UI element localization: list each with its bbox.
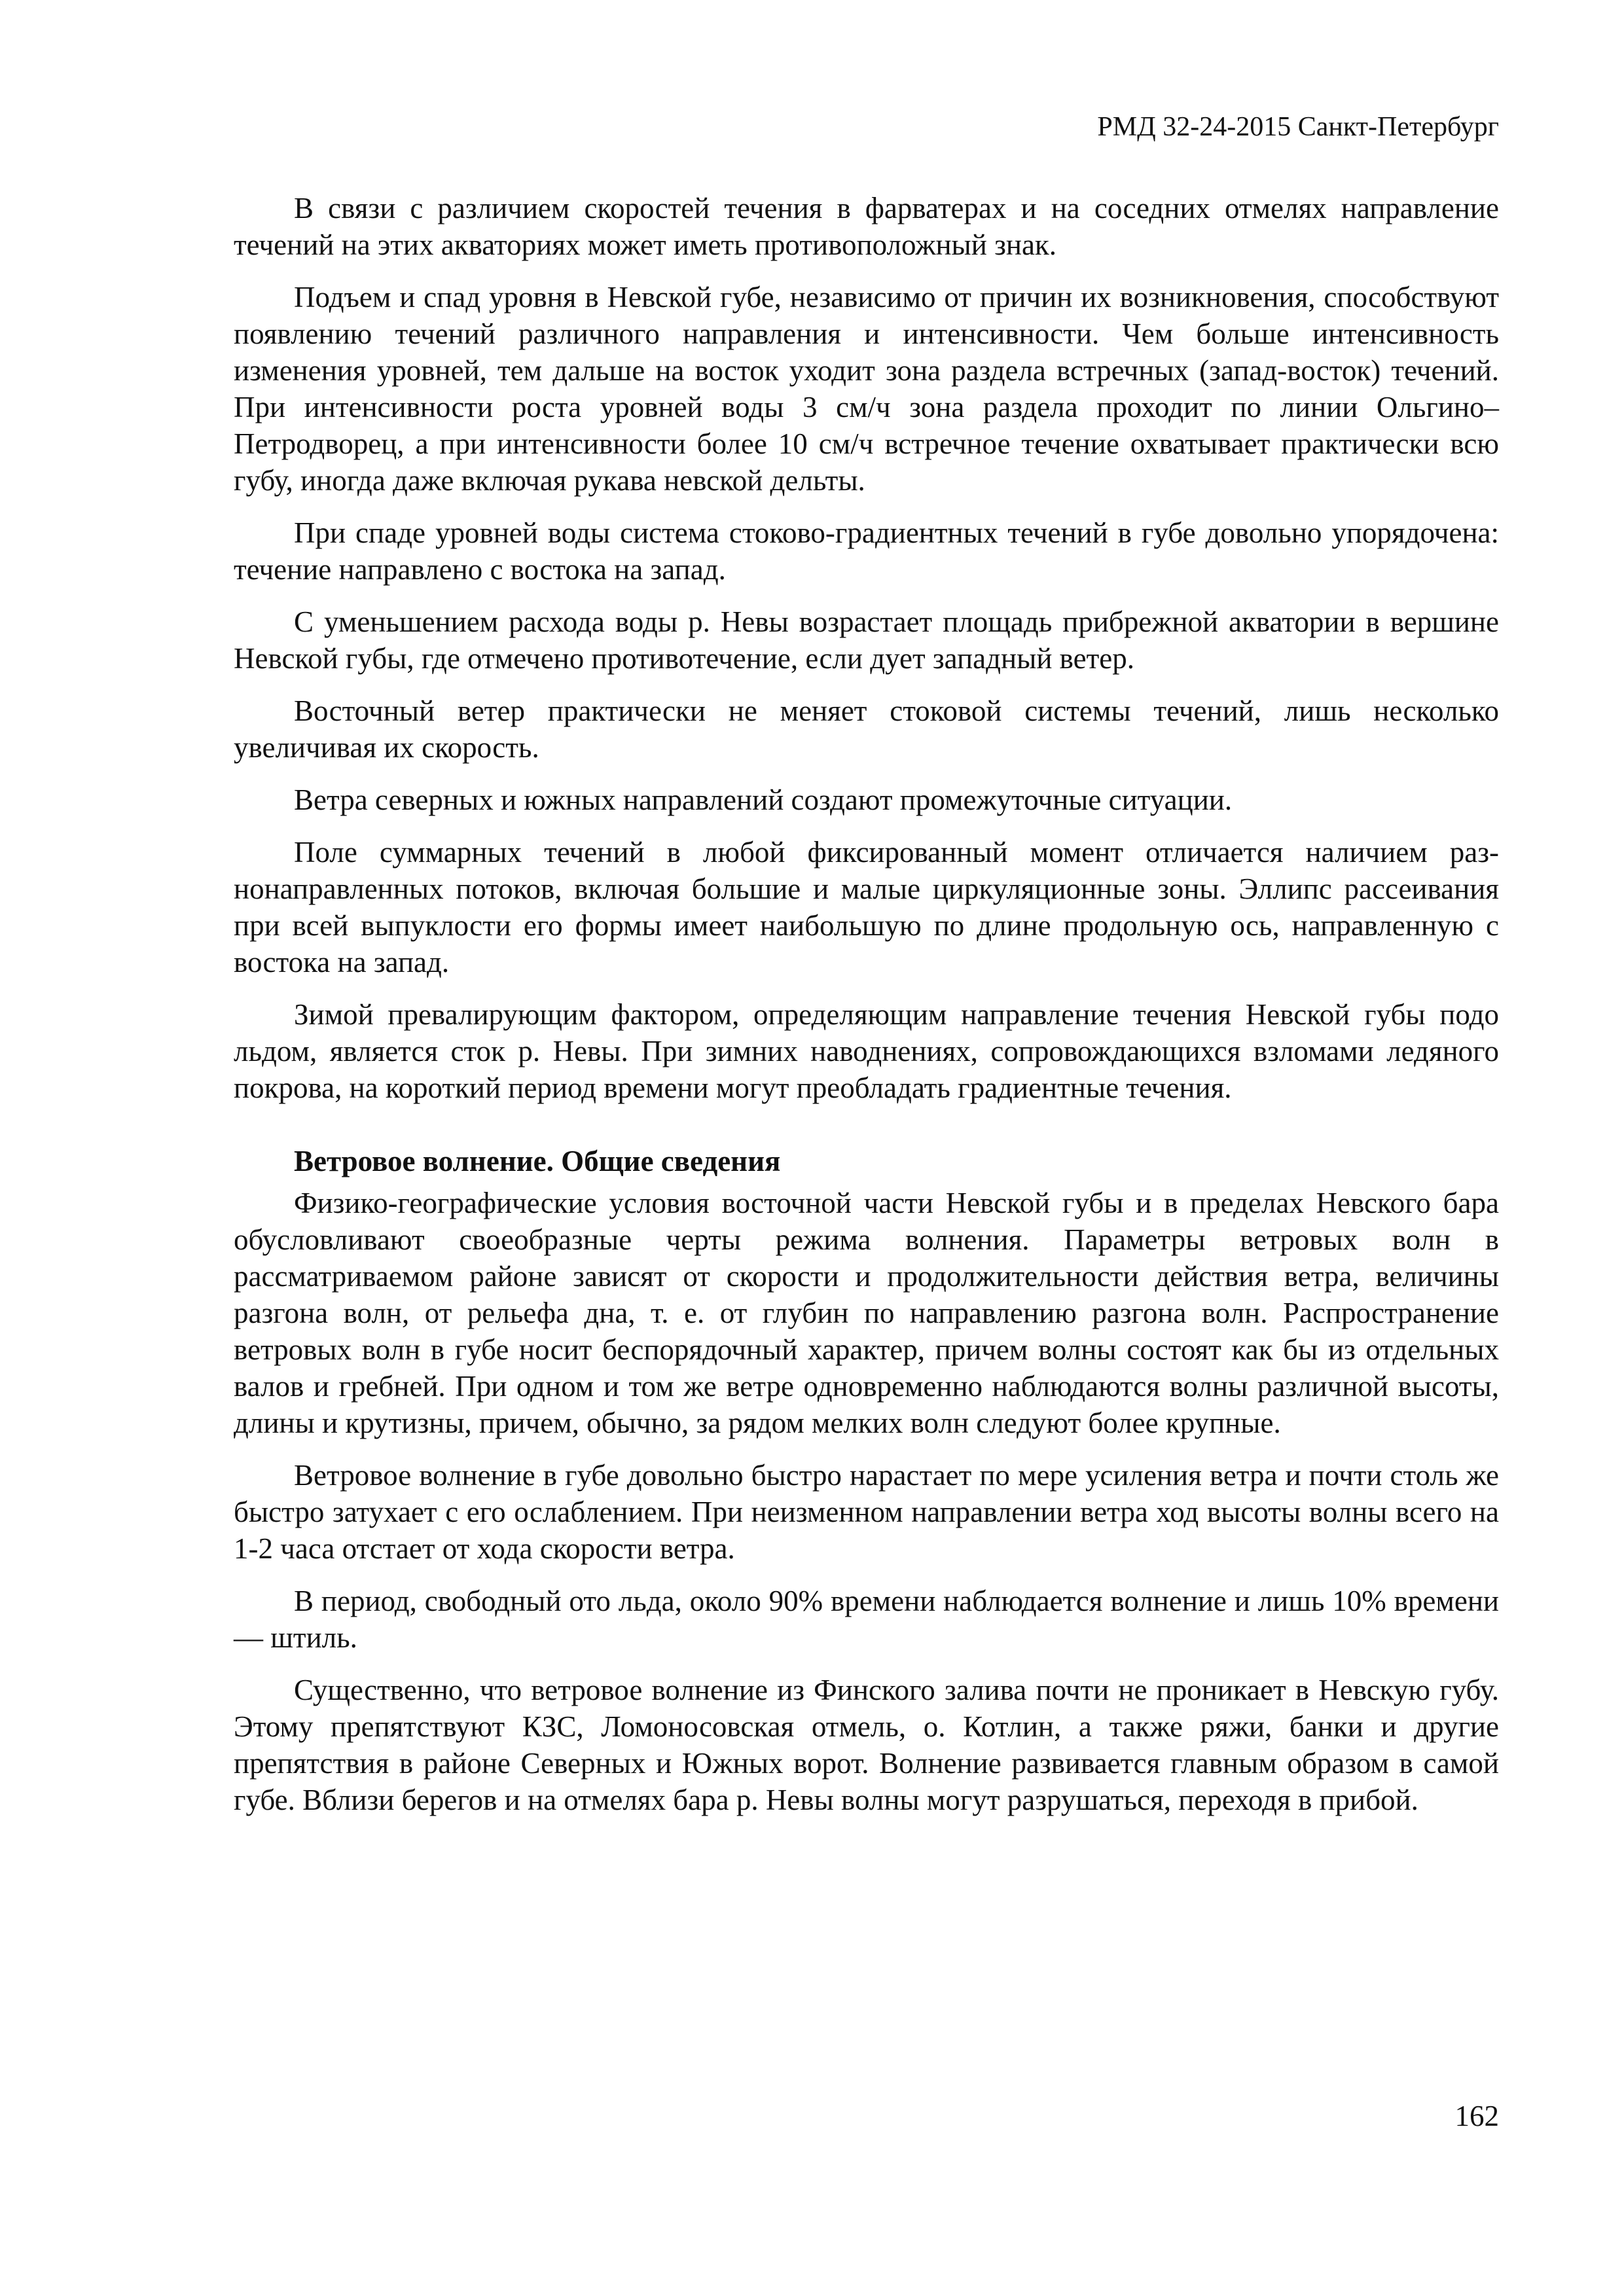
paragraph: Ветра северных и южных направлений создают промежуточные ситуации. <box>294 783 1233 816</box>
paragraph: Физико-географические условия восточной части Невской губы и в пределах Невского бара обусловливают своеобразные черты режима волнения. Параметры ветровых волн в рассматриваемом районе зависят от скорости и продолжительности действия ветра, величины разгона волн, от рельефа дна, т. е. от глубин по направлению разгона волн. Распространение ветровых волн в губе носит беспорядочный характер, причем волны состоят как бы из отдельных валов и гребней. При одном и том же ветре одновременно наблюдаются волны различной высоты, длины и крутизны, причем, обычно, за рядом мелких волн следуют более крупные. <box>234 1187 1499 1439</box>
paragraph: В период, свободный ото льда, около 90% времени наблюдается волнение и лишь 10% времени — штиль. <box>234 1585 1499 1654</box>
body-text <box>234 190 1499 1834</box>
paragraph: Восточный ветер практически не меняет стоковой системы течений, лишь несколько увеличивая их скорость. <box>234 694 1499 764</box>
paragraph: Подъем и спад уровня в Невской губе, независимо от причин их возникновения, способствуют появлению течений различного направления и интенсивности. Чем больше интенсивность изменения уровней, тем дальше на восток уходит зона раздела встречных (запад-восток) течений. При интенсивности роста уровней воды 3 см/ч зона раздела проходит по линии Ольгино–Петродворец, а при интенсивности более 10 см/ч встречное течение охватывает практически всю губу, иногда даже включая рукава невской дельты. <box>234 281 1499 497</box>
running-header: РМД 32-24-2015 Санкт-Петербург <box>1097 112 1499 142</box>
paragraph: Существенно, что ветровое волнение из Финского залива почти не проникает в Невскую губу. Этому препятствуют КЗС, Ломоносовская отмель, о. Котлин, а также ряжи, банки и другие препятствия в районе Северных и Южных ворот. Волнение развивается главным образом в самой губе. Вблизи берегов и на отмелях бара р. Невы волны могут разрушаться, переходя в прибой. <box>234 1674 1499 1816</box>
paragraph: Ветровое волнение в губе довольно быстро нарастает по мере усиления ветра и почти столь же быстро затухает с его ослаблением. При неизменном направлении ветра ход высоты волны всего на 1-2 часа отстает от хода скорости ветра. <box>234 1459 1499 1565</box>
paragraph: В связи с различием скоростей течения в фарватерах и на соседних отмелях направление течений на этих акваториях может иметь противоположный знак. <box>234 192 1499 261</box>
paragraph: При спаде уровней воды система стоково-градиентных течений в губе довольно упорядочена: течение направлено с востока на запад. <box>234 516 1499 586</box>
paragraph: Зимой превалирующим фактором, определяющим направление течения Невской губы подо льдом, является сток р. Невы. При зимних наводнениях, сопровождающихся взломами ледяного покрова, на короткий период времени могут преобладать градиентные течения. <box>234 998 1499 1104</box>
paragraph: Поле суммарных течений в любой фиксированный момент отличается наличием разнонаправленных потоков, включая большие и малые циркуляционные зоны. Эллипс рассеивания при всей выпуклости его формы имеет наибольшую по длине продольную ось, направленную с востока на запад. <box>234 836 1499 978</box>
paragraph: С уменьшением расхода воды р. Невы возрастает площадь прибрежной акватории в вершине Невской губы, где отмечено противотечение, если дует западный ветер. <box>234 605 1499 675</box>
section-heading: Ветровое волнение. Общие сведения <box>294 1145 781 1177</box>
page-number: 162 <box>1454 2100 1499 2132</box>
